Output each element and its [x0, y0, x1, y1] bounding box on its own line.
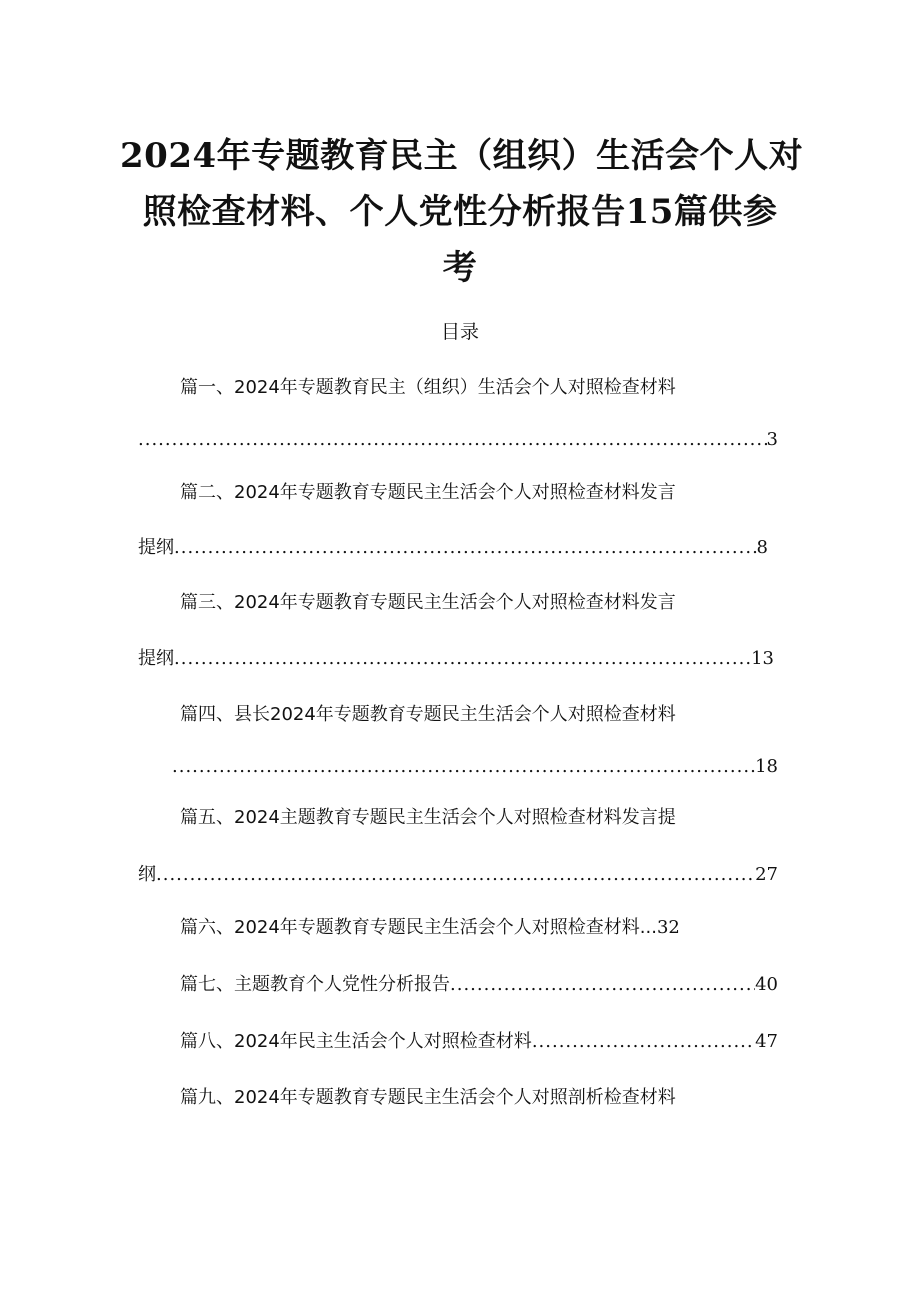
toc-page-number: 8 [756, 537, 768, 558]
toc-entry-3-leader[interactable] [138, 644, 774, 674]
toc-page-number: 32 [656, 917, 680, 938]
toc-entry-4-leader[interactable] [172, 752, 778, 782]
toc-entry-text: 篇二、2024年专题教育专题民主生活会个人对照检查材料发言 [180, 482, 676, 503]
toc-entry-text: 篇八、2024年民主生活会个人对照检查材料 [180, 1031, 532, 1052]
toc-entry-text: 篇三、2024年专题教育专题民主生活会个人对照检查材料发言 [180, 592, 676, 613]
toc-entry-text: 篇四、县长2024年专题教育专题民主生活会个人对照检查材料 [180, 704, 676, 725]
toc-dot-leader [450, 970, 755, 1000]
toc-entry-9-title[interactable] [180, 1083, 780, 1113]
toc-entry-text: 篇一、2024年专题教育民主（组织）生活会个人对照检查材料 [180, 377, 676, 398]
toc-dot-leader [532, 1027, 755, 1057]
title-line-3: 考 [442, 248, 478, 288]
toc-dot-leader [174, 533, 757, 563]
toc-entry-4-title[interactable] [180, 700, 780, 730]
toc-entry-continuation: 提纲 [138, 648, 174, 669]
toc-entry-1-leader[interactable] [138, 425, 778, 455]
toc-page-number: 18 [755, 756, 778, 777]
toc-entry-text: 篇五、2024主题教育专题民主生活会个人对照检查材料发言提 [180, 807, 676, 828]
toc-entry-8[interactable] [180, 1027, 778, 1057]
title-line-1: 2024年专题教育民主（组织）生活会个人对 [120, 136, 804, 176]
toc-dot-leader [172, 752, 755, 782]
toc-entry-5-title[interactable] [180, 803, 780, 833]
toc-entry-7[interactable] [180, 970, 778, 1000]
toc-page-number: 40 [755, 974, 778, 995]
toc-entry-2-leader[interactable] [138, 533, 768, 563]
toc-page-number: 47 [755, 1031, 778, 1052]
toc-entry-continuation: 提纲 [138, 537, 174, 558]
toc-dot-leader [156, 860, 755, 890]
toc-entry-6[interactable] [180, 913, 780, 943]
toc-entry-1-title[interactable] [180, 373, 780, 403]
toc-dot-leader [174, 644, 751, 674]
toc-entry-text: 篇七、主题教育个人党性分析报告 [180, 974, 450, 995]
title-line-2: 照检查材料、个人党性分析报告15篇供参 [142, 192, 778, 232]
document-title [120, 128, 804, 296]
toc-dot-leader [138, 425, 767, 455]
toc-entry-3-title[interactable] [180, 588, 780, 618]
toc-page-number: 3 [766, 429, 778, 450]
toc-entry-text: 篇六、2024年专题教育专题民主生活会个人对照检查材料... [180, 917, 657, 938]
toc-entry-2-title[interactable] [180, 478, 780, 508]
toc-page-number: 13 [751, 648, 774, 669]
toc-entry-text: 篇九、2024年专题教育专题民主生活会个人对照剖析检查材料 [180, 1087, 676, 1108]
toc-entry-continuation: 纲 [138, 864, 156, 885]
toc-page-number: 27 [755, 864, 778, 885]
toc-heading: 目录 [440, 321, 479, 343]
toc-entry-5-leader[interactable] [138, 860, 778, 890]
